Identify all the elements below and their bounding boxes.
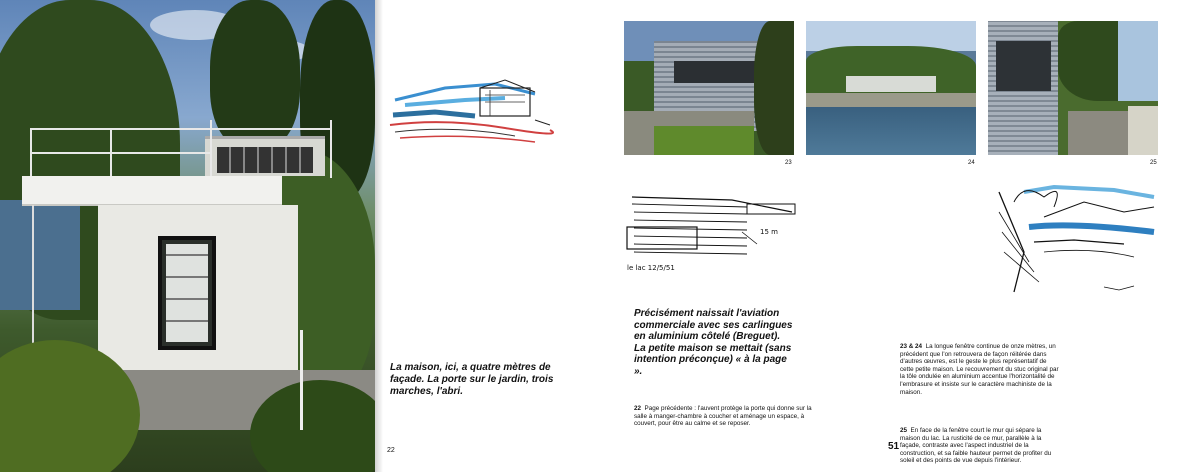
photo-24-number: 24	[968, 160, 975, 166]
note-25-text: En face de la fenêtre court le mur qui sépare la maison du lac. La rusticité de ce mur, parallèle à la façade, contraste avec l'aspect industriel de la construction, et sa faible hauteur permet de profiter du soleil et des points de vue depuis l'intérieur.	[900, 427, 1052, 465]
sketch-date: le lac 12/5/51	[627, 264, 675, 272]
note-25-number: 25	[900, 427, 908, 434]
ink-sketch-plan	[622, 182, 802, 277]
photo-25-number: 25	[1150, 160, 1157, 166]
note-22-text: Page précédente : l'auvent protège la porte qui donne sur la salle à manger-chambre à coucher et aménage un espace, à couvert, pour être au calme et se reposer.	[634, 405, 812, 428]
photo-24	[806, 21, 976, 155]
photo-23	[624, 21, 794, 155]
photo-23-number: 23	[785, 160, 792, 166]
color-sketch-house	[385, 70, 555, 155]
left-caption: La maison, ici, a quatre mètres de façade. La porte sur le jardin, trois marches, l'abri.	[390, 362, 554, 397]
note-23-24	[900, 343, 1060, 396]
house-exterior-photo	[0, 0, 375, 472]
note-22	[634, 405, 814, 428]
color-sketch-lake	[994, 182, 1159, 302]
note-25	[900, 427, 1060, 465]
note-23-24-text: La longue fenêtre continue de onze mètres, un précédent que l'on retrouvera de façon réitérée dans d'autres œuvres, est le geste le plus représentatif de cette petite maison. Le recouvrement du stuc original par la tôle ondulée en aluminium accentue l'horizontalité de l'embrasure et insiste sur le caractère machiniste de la maison.	[900, 343, 1059, 396]
note-23-24-number: 23 & 24	[900, 343, 923, 350]
scale-mark: 15 m	[760, 228, 778, 236]
photo-25	[988, 21, 1158, 155]
quote-text: Précisément naissait l'aviation commerciale avec ses carlingues en aluminium côtelé (Breguet). La petite maison se mettait (sans intention préconçue) « à la page ».	[634, 308, 793, 377]
garden-door	[158, 236, 216, 350]
page-number-left: 22	[387, 447, 395, 454]
note-22-number: 22	[634, 405, 642, 412]
page-number-right: 51	[888, 441, 900, 452]
